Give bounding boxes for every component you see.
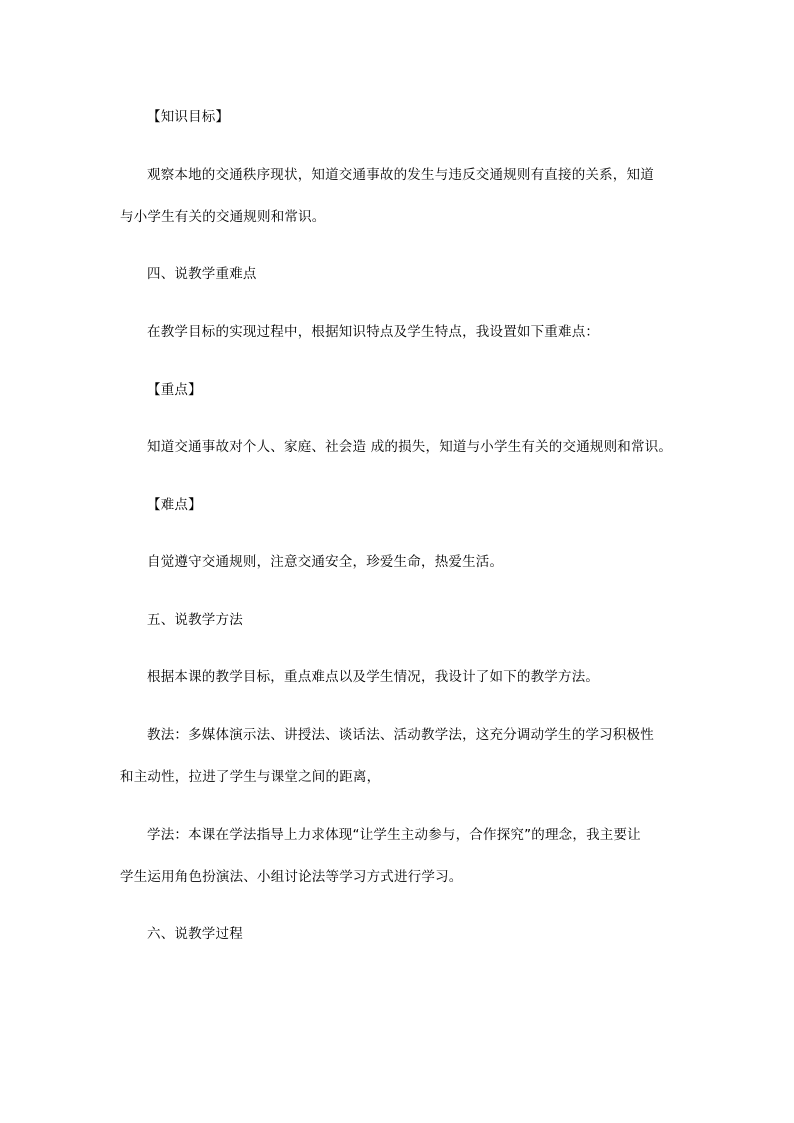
- key-point-heading: 【重点】: [147, 382, 202, 398]
- knowledge-goal-text-line-1: 观察本地的交通秩序现状，知道交通事故的发生与违反交通规则有直接的关系，知道: [147, 167, 654, 183]
- knowledge-goal-text-line-2: 与小学生有关的交通规则和常识。: [120, 209, 326, 225]
- learning-method-line-1: 学法：本课在学法指导上力求体现“让学生主动参与，合作探究”的理念，我主要让: [147, 827, 641, 843]
- teaching-method-line-1: 教法：多媒体演示法、讲授法、谈话法、活动教学法，这充分调动学生的学习积极性: [147, 727, 654, 743]
- knowledge-goal-heading: 【知识目标】: [147, 109, 230, 125]
- section-5-intro: 根据本课的教学目标，重点难点以及学生情况，我设计了如下的教学方法。: [147, 669, 600, 685]
- section-6-heading: 六、说教学过程: [147, 926, 243, 942]
- section-4-heading: 四、说教学重难点: [147, 266, 257, 282]
- learning-method-line-2: 学生运用角色扮演法、小组讨论法等学习方式进行学习。: [120, 869, 463, 885]
- teaching-method-line-2: 和主动性，拉进了学生与课堂之间的距离，: [120, 769, 381, 785]
- key-point-text: 知道交通事故对个人、家庭、社会造 成的损失，知道与小学生有关的交通规则和常识。: [147, 439, 673, 455]
- section-5-heading: 五、说教学方法: [147, 612, 243, 628]
- section-4-intro: 在教学目标的实现过程中，根据知识特点及学生特点，我设置如下重难点：: [147, 324, 600, 340]
- difficult-point-heading: 【难点】: [147, 497, 202, 513]
- difficult-point-text: 自觉遵守交通规则，注意交通安全，珍爱生命，热爱生活。: [147, 554, 504, 570]
